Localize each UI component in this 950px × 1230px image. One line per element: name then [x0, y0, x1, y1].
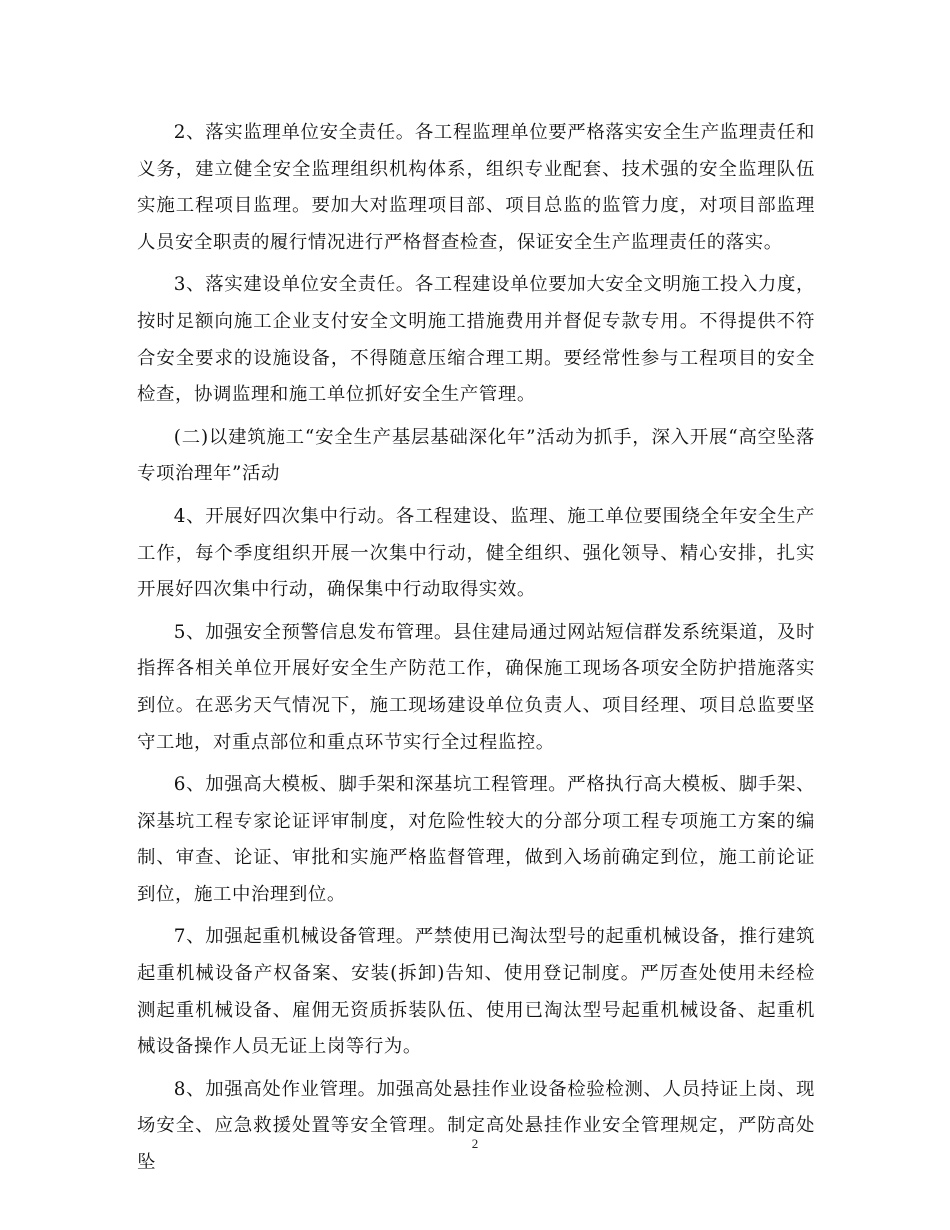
- paragraph-item-3: 3、落实建设单位安全责任。各工程建设单位要加大安全文明施工投入力度，按时足额向施工企业支付安全文明施工措施费用并督促专款专用。不得提供不符合安全要求的设施设备，不得随意压缩合理工期。要经常性参与工程项目的安全检查，协调监理和施工单位抓好安全生产管理。: [137, 274, 815, 406]
- paragraph-item-6: 6、加强高大模板、脚手架和深基坑工程管理。严格执行高大模板、脚手架、深基坑工程专家论证评审制度，对危险性较大的分部分项工程专项施工方案的编制、审查、论证、审批和实施严格监督管理，做到入场前确定到位，施工前论证到位，施工中治理到位。: [137, 774, 815, 905]
- paragraph-item-2: 2、落实监理单位安全责任。各工程监理单位要严格落实安全生产监理责任和义务，建立健全安全监理组织机构体系，组织专业配套、技术强的安全监理队伍实施工程项目监理。要加大对监理项目部、项目总监的监管力度，对项目部监理人员安全职责的履行情况进行严格督查检查，保证安全生产监理责任的落实。: [137, 122, 815, 253]
- section-heading: (二)以建筑施工“安全生产基层基础深化年”活动为抓手，深入开展“高空坠落专项治理年”活动: [137, 426, 815, 485]
- document-body: [137, 115, 815, 1188]
- paragraph-item-8: 8、加强高处作业管理。加强高处悬挂作业设备检验检测、人员持证上岗、现场安全、应急救援处置等安全管理。制定高处悬挂作业安全管理规定，严防高处坠: [137, 1078, 815, 1174]
- paragraph-item-7: 7、加强起重机械设备管理。严禁使用已淘汰型号的起重机械设备，推行建筑起重机械设备产权备案、安装(拆卸)告知、使用登记制度。严厉查处使用未经检测起重机械设备、雇佣无资质拆装队伍、使用已淘汰型号起重机械设备、起重机械设备操作人员无证上岗等行为。: [137, 926, 815, 1058]
- paragraph-item-5: 5、加强安全预警信息发布管理。县住建局通过网站短信群发系统渠道，及时指挥各相关单位开展好安全生产防范工作，确保施工现场各项安全防护措施落实到位。在恶劣天气情况下，施工现场建设单位负责人、项目经理、项目总监要坚守工地，对重点部位和重点环节实行全过程监控。: [137, 621, 815, 753]
- page-number: 2: [471, 1136, 479, 1151]
- paragraph-item-4: 4、开展好四次集中行动。各工程建设、监理、施工单位要围绕全年安全生产工作，每个季度组织开展一次集中行动，健全组织、强化领导、精心安排，扎实开展好四次集中行动，确保集中行动取得实效。: [137, 505, 815, 601]
